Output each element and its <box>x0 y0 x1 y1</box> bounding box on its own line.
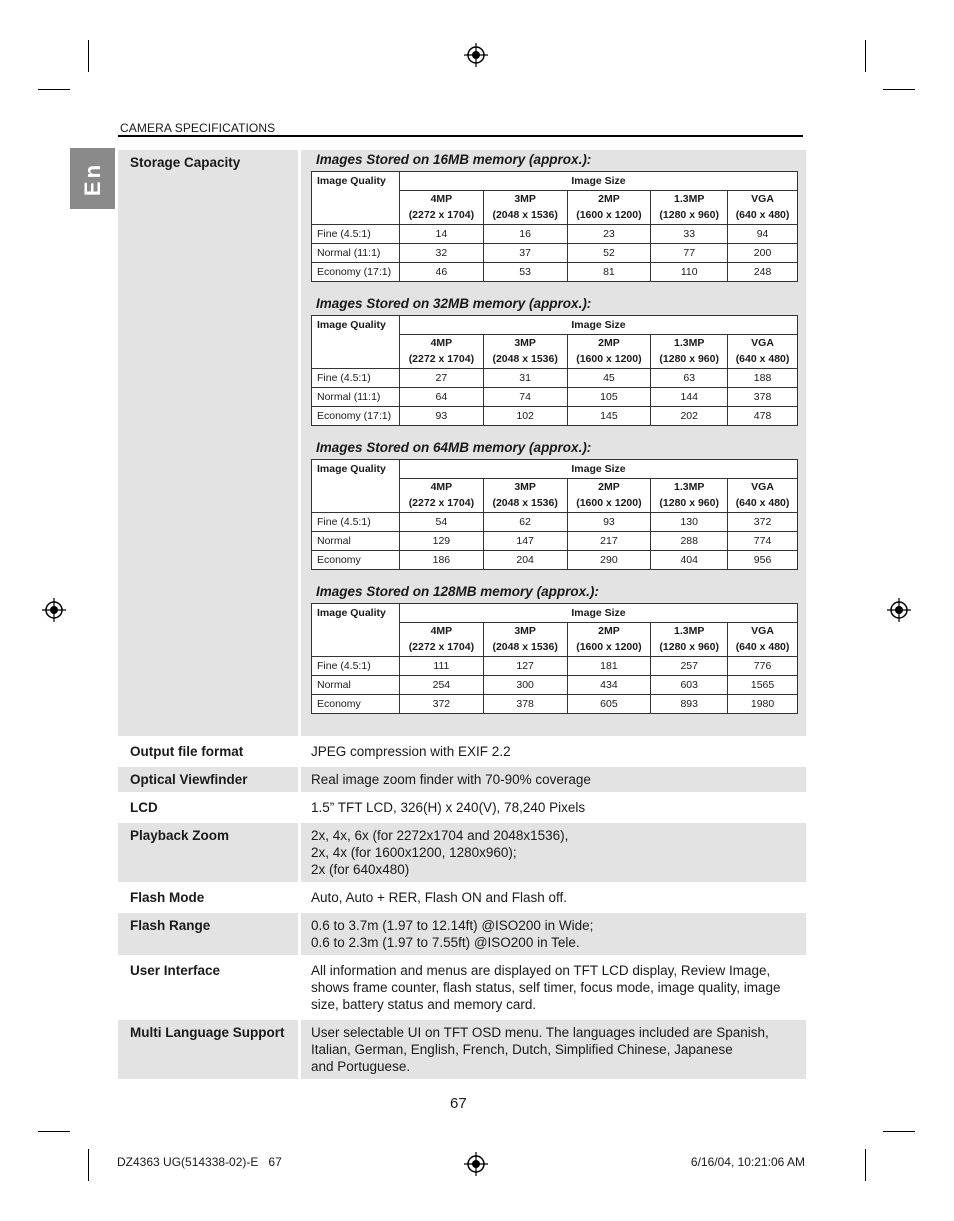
count-cell: 188 <box>728 369 798 388</box>
count-cell: 217 <box>567 532 651 551</box>
memory-table-title: Images Stored on 64MB memory (approx.): <box>316 440 592 455</box>
count-cell: 257 <box>651 657 728 676</box>
spec-value <box>301 958 806 1017</box>
registration-mark-icon <box>464 1152 488 1176</box>
size-resolution-header: (640 x 480) <box>728 351 798 369</box>
count-cell: 300 <box>483 676 567 695</box>
quality-cell: Economy <box>312 695 400 714</box>
count-cell: 372 <box>400 695 484 714</box>
memory-table-title: Images Stored on 128MB memory (approx.): <box>316 584 599 599</box>
count-cell: 93 <box>400 407 484 426</box>
count-cell: 105 <box>567 388 651 407</box>
quality-cell: Economy (17:1) <box>312 407 400 426</box>
registration-mark-icon <box>42 598 66 622</box>
size-resolution-header: (1280 x 960) <box>651 639 728 657</box>
count-cell: 102 <box>483 407 567 426</box>
crop-mark <box>88 40 89 72</box>
spec-row <box>118 739 806 764</box>
spec-value <box>301 913 806 955</box>
count-cell: 74 <box>483 388 567 407</box>
size-resolution-header: (2048 x 1536) <box>483 639 567 657</box>
spec-value-line: JPEG compression with EXIF 2.2 <box>311 744 511 759</box>
spec-value-line: shows frame counter, flash status, self timer, focus mode, image quality, image <box>311 980 781 995</box>
count-cell: 32 <box>400 244 484 263</box>
count-cell: 145 <box>567 407 651 426</box>
size-mp-header: VGA <box>728 623 798 640</box>
count-cell: 144 <box>651 388 728 407</box>
count-cell: 16 <box>483 225 567 244</box>
crop-mark <box>38 89 70 90</box>
memory-table <box>311 315 798 426</box>
count-cell: 202 <box>651 407 728 426</box>
count-cell: 127 <box>483 657 567 676</box>
spec-label: Optical Viewfinder <box>118 767 298 792</box>
table-row <box>312 532 798 551</box>
quality-cell: Fine (4.5:1) <box>312 369 400 388</box>
image-quality-header: Image Quality <box>312 460 400 513</box>
size-mp-header: 2MP <box>567 623 651 640</box>
registration-mark-icon <box>464 43 488 67</box>
size-mp-header: 4MP <box>400 623 484 640</box>
size-mp-header: 1.3MP <box>651 191 728 208</box>
spec-row <box>118 1020 806 1079</box>
count-cell: 62 <box>483 513 567 532</box>
spec-value-line: size, battery status and memory card. <box>311 997 537 1012</box>
spec-table <box>118 147 806 1082</box>
size-resolution-header: (1600 x 1200) <box>567 207 651 225</box>
count-cell: 147 <box>483 532 567 551</box>
image-size-header: Image Size <box>400 604 798 623</box>
count-cell: 54 <box>400 513 484 532</box>
size-mp-header: 2MP <box>567 479 651 496</box>
size-resolution-header: (1600 x 1200) <box>567 495 651 513</box>
spec-row-storage-capacity <box>118 150 806 736</box>
size-resolution-header: (2048 x 1536) <box>483 351 567 369</box>
quality-cell: Economy (17:1) <box>312 263 400 282</box>
spec-value <box>301 823 806 882</box>
size-resolution-header: (640 x 480) <box>728 495 798 513</box>
spec-label: Flash Mode <box>118 885 298 910</box>
spec-value <box>301 739 806 764</box>
count-cell: 111 <box>400 657 484 676</box>
count-cell: 37 <box>483 244 567 263</box>
size-mp-header: 3MP <box>483 479 567 496</box>
count-cell: 94 <box>728 225 798 244</box>
table-header-row <box>312 172 798 191</box>
spec-value <box>301 1020 806 1079</box>
count-cell: 378 <box>728 388 798 407</box>
table-row <box>312 263 798 282</box>
spec-label: User Interface <box>118 958 298 1017</box>
header-rule <box>118 135 803 137</box>
count-cell: 23 <box>567 225 651 244</box>
count-cell: 81 <box>567 263 651 282</box>
size-resolution-header: (1600 x 1200) <box>567 351 651 369</box>
table-row <box>312 244 798 263</box>
image-size-header: Image Size <box>400 460 798 479</box>
count-cell: 378 <box>483 695 567 714</box>
table-row <box>312 225 798 244</box>
page-number: 67 <box>450 1095 467 1112</box>
count-cell: 434 <box>567 676 651 695</box>
size-resolution-header: (2272 x 1704) <box>400 207 484 225</box>
count-cell: 956 <box>728 551 798 570</box>
quality-cell: Normal <box>312 532 400 551</box>
table-row <box>312 513 798 532</box>
spec-label: Flash Range <box>118 913 298 955</box>
count-cell: 478 <box>728 407 798 426</box>
spec-value-line: Auto, Auto + RER, Flash ON and Flash off. <box>311 890 568 905</box>
count-cell: 52 <box>567 244 651 263</box>
table-row <box>312 657 798 676</box>
count-cell: 110 <box>651 263 728 282</box>
quality-cell: Fine (4.5:1) <box>312 513 400 532</box>
spec-row <box>118 958 806 1017</box>
size-mp-header: 1.3MP <box>651 479 728 496</box>
count-cell: 290 <box>567 551 651 570</box>
spec-value-line: All information and menus are displayed on TFT LCD display, Review Image, <box>311 963 771 978</box>
quality-cell: Fine (4.5:1) <box>312 225 400 244</box>
spec-label: Playback Zoom <box>118 823 298 882</box>
size-mp-header: 2MP <box>567 191 651 208</box>
count-cell: 1980 <box>728 695 798 714</box>
size-mp-header: 1.3MP <box>651 335 728 352</box>
spec-value-line: 2x, 4x, 6x (for 2272x1704 and 2048x1536), <box>311 828 569 843</box>
spec-value-line: 0.6 to 3.7m (1.97 to 12.14ft) @ISO200 in Wide; <box>311 918 594 933</box>
footer-left: DZ4363 UG(514338-02)-E 67 <box>117 1155 282 1169</box>
footer-right: 6/16/04, 10:21:06 AM <box>690 1155 805 1169</box>
table-row <box>312 551 798 570</box>
spec-value-line: and Portuguese. <box>311 1059 411 1074</box>
spec-value-line: 2x, 4x (for 1600x1200, 1280x960); <box>311 845 517 860</box>
image-quality-header: Image Quality <box>312 604 400 657</box>
count-cell: 1565 <box>728 676 798 695</box>
count-cell: 186 <box>400 551 484 570</box>
table-row <box>312 407 798 426</box>
size-resolution-header: (2272 x 1704) <box>400 351 484 369</box>
crop-mark <box>38 1131 70 1132</box>
table-header-row <box>312 316 798 335</box>
count-cell: 372 <box>728 513 798 532</box>
count-cell: 129 <box>400 532 484 551</box>
storage-capacity-tables <box>301 150 806 736</box>
size-mp-header: 4MP <box>400 191 484 208</box>
count-cell: 254 <box>400 676 484 695</box>
count-cell: 893 <box>651 695 728 714</box>
count-cell: 27 <box>400 369 484 388</box>
count-cell: 200 <box>728 244 798 263</box>
count-cell: 181 <box>567 657 651 676</box>
spec-label: Storage Capacity <box>118 150 298 736</box>
size-mp-header: VGA <box>728 191 798 208</box>
count-cell: 605 <box>567 695 651 714</box>
table-row <box>312 695 798 714</box>
count-cell: 14 <box>400 225 484 244</box>
spec-value-line: 0.6 to 2.3m (1.97 to 7.55ft) @ISO200 in Tele. <box>311 935 580 950</box>
spec-value <box>301 795 806 820</box>
size-resolution-header: (2048 x 1536) <box>483 495 567 513</box>
quality-cell: Normal (11:1) <box>312 244 400 263</box>
size-resolution-header: (640 x 480) <box>728 639 798 657</box>
count-cell: 33 <box>651 225 728 244</box>
spec-value-line: User selectable UI on TFT OSD menu. The languages included are Spanish, <box>311 1025 769 1040</box>
size-resolution-header: (2272 x 1704) <box>400 495 484 513</box>
spec-value <box>301 885 806 910</box>
quality-cell: Normal <box>312 676 400 695</box>
count-cell: 64 <box>400 388 484 407</box>
crop-mark <box>865 1149 866 1181</box>
spec-row <box>118 913 806 955</box>
spec-value-line: 2x (for 640x480) <box>311 862 410 877</box>
count-cell: 77 <box>651 244 728 263</box>
spec-label: Output file format <box>118 739 298 764</box>
image-size-header: Image Size <box>400 172 798 191</box>
quality-cell: Fine (4.5:1) <box>312 657 400 676</box>
size-resolution-header: (1280 x 960) <box>651 207 728 225</box>
table-header-row <box>312 460 798 479</box>
size-resolution-header: (2048 x 1536) <box>483 207 567 225</box>
spec-row <box>118 767 806 792</box>
table-row <box>312 369 798 388</box>
spec-value <box>301 767 806 792</box>
crop-mark <box>88 1149 89 1181</box>
memory-table <box>311 459 798 570</box>
memory-table-title: Images Stored on 16MB memory (approx.): <box>316 152 592 167</box>
size-resolution-header: (640 x 480) <box>728 207 798 225</box>
image-size-header: Image Size <box>400 316 798 335</box>
spec-row <box>118 885 806 910</box>
count-cell: 204 <box>483 551 567 570</box>
spec-label: Multi Language Support <box>118 1020 298 1079</box>
table-row <box>312 388 798 407</box>
count-cell: 53 <box>483 263 567 282</box>
memory-table <box>311 171 798 282</box>
size-mp-header: 4MP <box>400 335 484 352</box>
language-tab-label: En <box>79 161 105 196</box>
spec-value-line: 1.5” TFT LCD, 326(H) x 240(V), 78,240 Pixels <box>311 800 586 815</box>
count-cell: 248 <box>728 263 798 282</box>
crop-mark <box>865 40 866 72</box>
size-mp-header: VGA <box>728 479 798 496</box>
size-mp-header: VGA <box>728 335 798 352</box>
size-resolution-header: (1280 x 960) <box>651 495 728 513</box>
size-mp-header: 3MP <box>483 623 567 640</box>
size-resolution-header: (1600 x 1200) <box>567 639 651 657</box>
crop-mark <box>883 89 915 90</box>
spec-row <box>118 795 806 820</box>
size-resolution-header: (1280 x 960) <box>651 351 728 369</box>
count-cell: 31 <box>483 369 567 388</box>
count-cell: 603 <box>651 676 728 695</box>
count-cell: 45 <box>567 369 651 388</box>
table-header-row <box>312 604 798 623</box>
spec-row <box>118 823 806 882</box>
section-title: CAMERA SPECIFICATIONS <box>120 121 276 135</box>
image-quality-header: Image Quality <box>312 172 400 225</box>
count-cell: 63 <box>651 369 728 388</box>
table-row <box>312 676 798 695</box>
spec-value-line: Italian, German, English, French, Dutch, Simplified Chinese, Japanese <box>311 1042 733 1057</box>
count-cell: 774 <box>728 532 798 551</box>
count-cell: 93 <box>567 513 651 532</box>
count-cell: 130 <box>651 513 728 532</box>
memory-table-title: Images Stored on 32MB memory (approx.): <box>316 296 592 311</box>
size-mp-header: 4MP <box>400 479 484 496</box>
quality-cell: Economy <box>312 551 400 570</box>
size-mp-header: 1.3MP <box>651 623 728 640</box>
size-resolution-header: (2272 x 1704) <box>400 639 484 657</box>
image-quality-header: Image Quality <box>312 316 400 369</box>
registration-mark-icon <box>887 598 911 622</box>
quality-cell: Normal (11:1) <box>312 388 400 407</box>
spec-value-line: Real image zoom finder with 70-90% coverage <box>311 772 591 787</box>
count-cell: 46 <box>400 263 484 282</box>
count-cell: 776 <box>728 657 798 676</box>
size-mp-header: 3MP <box>483 191 567 208</box>
language-tab <box>70 148 115 209</box>
memory-table <box>311 603 798 714</box>
count-cell: 288 <box>651 532 728 551</box>
count-cell: 404 <box>651 551 728 570</box>
crop-mark <box>883 1131 915 1132</box>
size-mp-header: 3MP <box>483 335 567 352</box>
spec-label: LCD <box>118 795 298 820</box>
size-mp-header: 2MP <box>567 335 651 352</box>
